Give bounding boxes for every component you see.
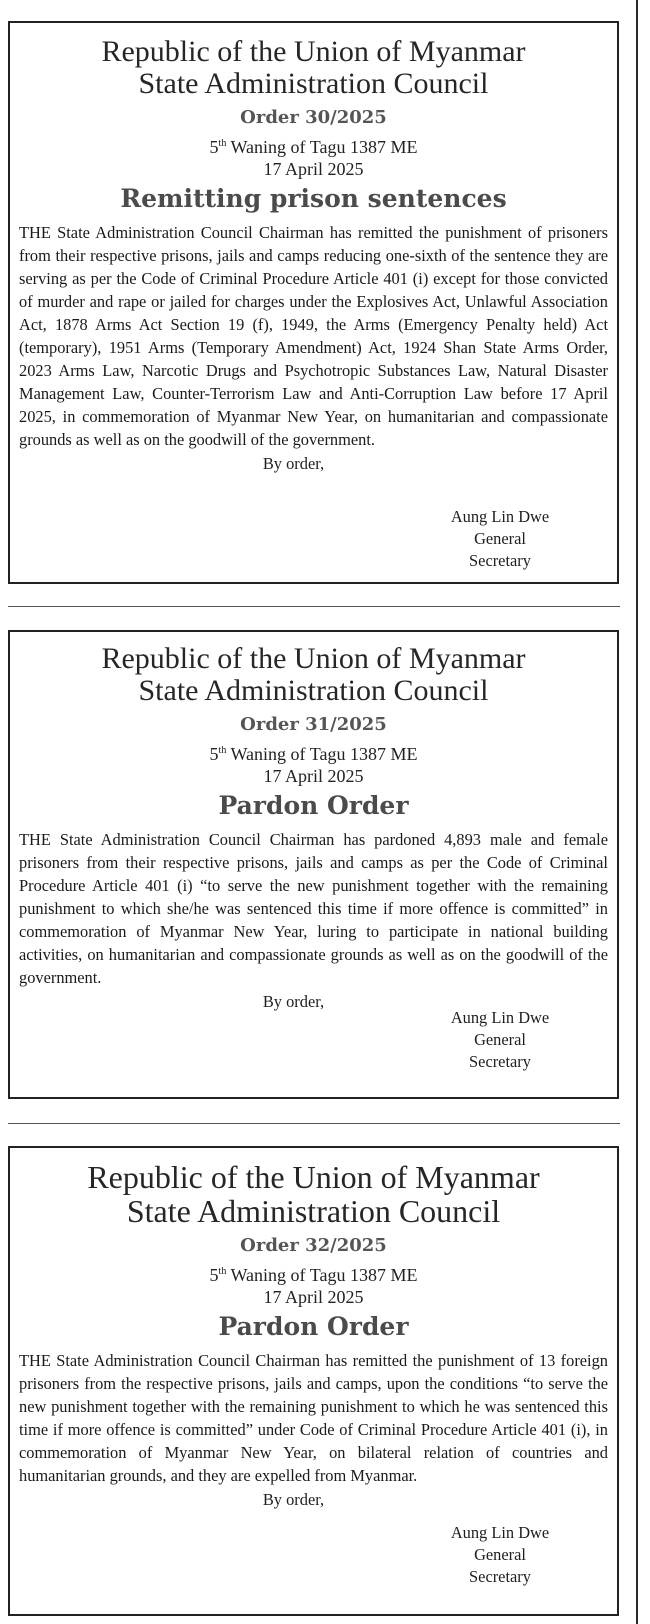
signatory-title-secretary: Secretary [469, 1052, 531, 1071]
signatory-name: Aung Lin Dwe [450, 1008, 550, 1027]
by-order: By order, [262, 992, 325, 1011]
order-body: THE State Administration Council Chairman has remitted the punishment of prisoners from their respective prisons, jails and camps reducing one-sixth of the sentence they are serving as per the Code of Criminal Procedure Article 401 (i) except for those convicted of murder and rape or jailed for charges under the Explosives Act, Unlawful Association Act, 1878 Arms Act Section 19 (f), 1949, the Arms (Emergency Penalty held) Act (temporary), 1951 Arms (Temporary Amendment) Act, 1924 Shan State Arms Order, 2023 Arms Law, Narcotic Drugs and Psychotropic Substances Law, Natural Disaster Management Law, Counter-Terrorism Law and Anti-Corruption Law before 17 April 2025, in commemoration of Myanmar New Year, on humanitarian and compassionate grounds as well as on the goodwill of the government. [19, 223, 608, 449]
column-rule [636, 0, 638, 1624]
separator-rule [8, 1123, 620, 1124]
order-number: Order 32/2025 [240, 1235, 387, 1256]
gregorian-date: 17 April 2025 [263, 1287, 364, 1307]
council-heading: State Administration Council [138, 67, 489, 100]
gregorian-date: 17 April 2025 [263, 159, 364, 179]
signatory-title-secretary: Secretary [469, 551, 531, 570]
order-body: THE State Administration Council Chairman has remitted the punishment of 13 foreign prisoners from the respective prisons, jails and camps, upon the conditions “to serve the new punishment together with the remaining punishment to which he was sentenced this time if more offence is committed” under Code of Criminal Procedure Article 401 (i), in commemoration of Myanmar New Year, on bilateral relation of countries and humanitarian grounds, and they are expelled from Myanmar. [19, 1351, 608, 1485]
signatory-title-secretary: Secretary [469, 1567, 531, 1586]
order-number: Order 31/2025 [240, 714, 387, 735]
separator-rule [8, 606, 620, 607]
date-suffix: th [218, 138, 227, 149]
republic-heading: Republic of the Union of Myanmar [101, 642, 526, 675]
by-order: By order, [262, 454, 325, 473]
signature-block [430, 1522, 570, 1588]
date-rest: Waning of Tagu 1387 ME [226, 1265, 418, 1285]
republic-heading: Republic of the Union of Myanmar [101, 35, 526, 68]
date-day: 5 [209, 137, 219, 157]
date-day: 5 [209, 744, 219, 764]
republic-heading: Republic of the Union of Myanmar [87, 1159, 540, 1195]
signatory-title-general: General [474, 1545, 526, 1564]
order-notice-31 [8, 630, 619, 1099]
signatory-title-general: General [474, 1030, 526, 1049]
myanmar-date [10, 743, 617, 765]
order-notice-32 [8, 1146, 619, 1616]
date-day: 5 [209, 1265, 219, 1285]
by-order: By order, [262, 1490, 325, 1509]
date-rest: Waning of Tagu 1387 ME [226, 137, 418, 157]
signature-block [430, 1007, 570, 1073]
myanmar-date [10, 1264, 617, 1286]
order-notice-30 [8, 21, 619, 584]
council-heading: State Administration Council [138, 674, 489, 707]
signature-block [430, 506, 570, 572]
signatory-title-general: General [474, 529, 526, 548]
signatory-name: Aung Lin Dwe [450, 1523, 550, 1542]
date-suffix: th [218, 1266, 227, 1277]
order-body: THE State Administration Council Chairman has pardoned 4,893 male and female prisoners from their respective prisons, jails and camps as per the Code of Criminal Procedure Article 401 (i) “to serve the new punishment together with the remaining punishment to which she/he was sentenced this time if more offence is committed” in commemoration of Myanmar New Year, luring to participate in national building activities, on humanitarian and compassionate grounds as well as on the goodwill of the government. [19, 830, 608, 987]
order-title: Pardon Order [218, 1312, 409, 1341]
order-title: Remitting prison sentences [120, 184, 507, 213]
order-number: Order 30/2025 [240, 107, 387, 128]
myanmar-date [10, 136, 617, 158]
gregorian-date: 17 April 2025 [263, 766, 364, 786]
date-suffix: th [218, 745, 227, 756]
date-rest: Waning of Tagu 1387 ME [226, 744, 418, 764]
council-heading: State Administration Council [126, 1193, 501, 1229]
signatory-name: Aung Lin Dwe [450, 507, 550, 526]
order-title: Pardon Order [218, 791, 409, 820]
